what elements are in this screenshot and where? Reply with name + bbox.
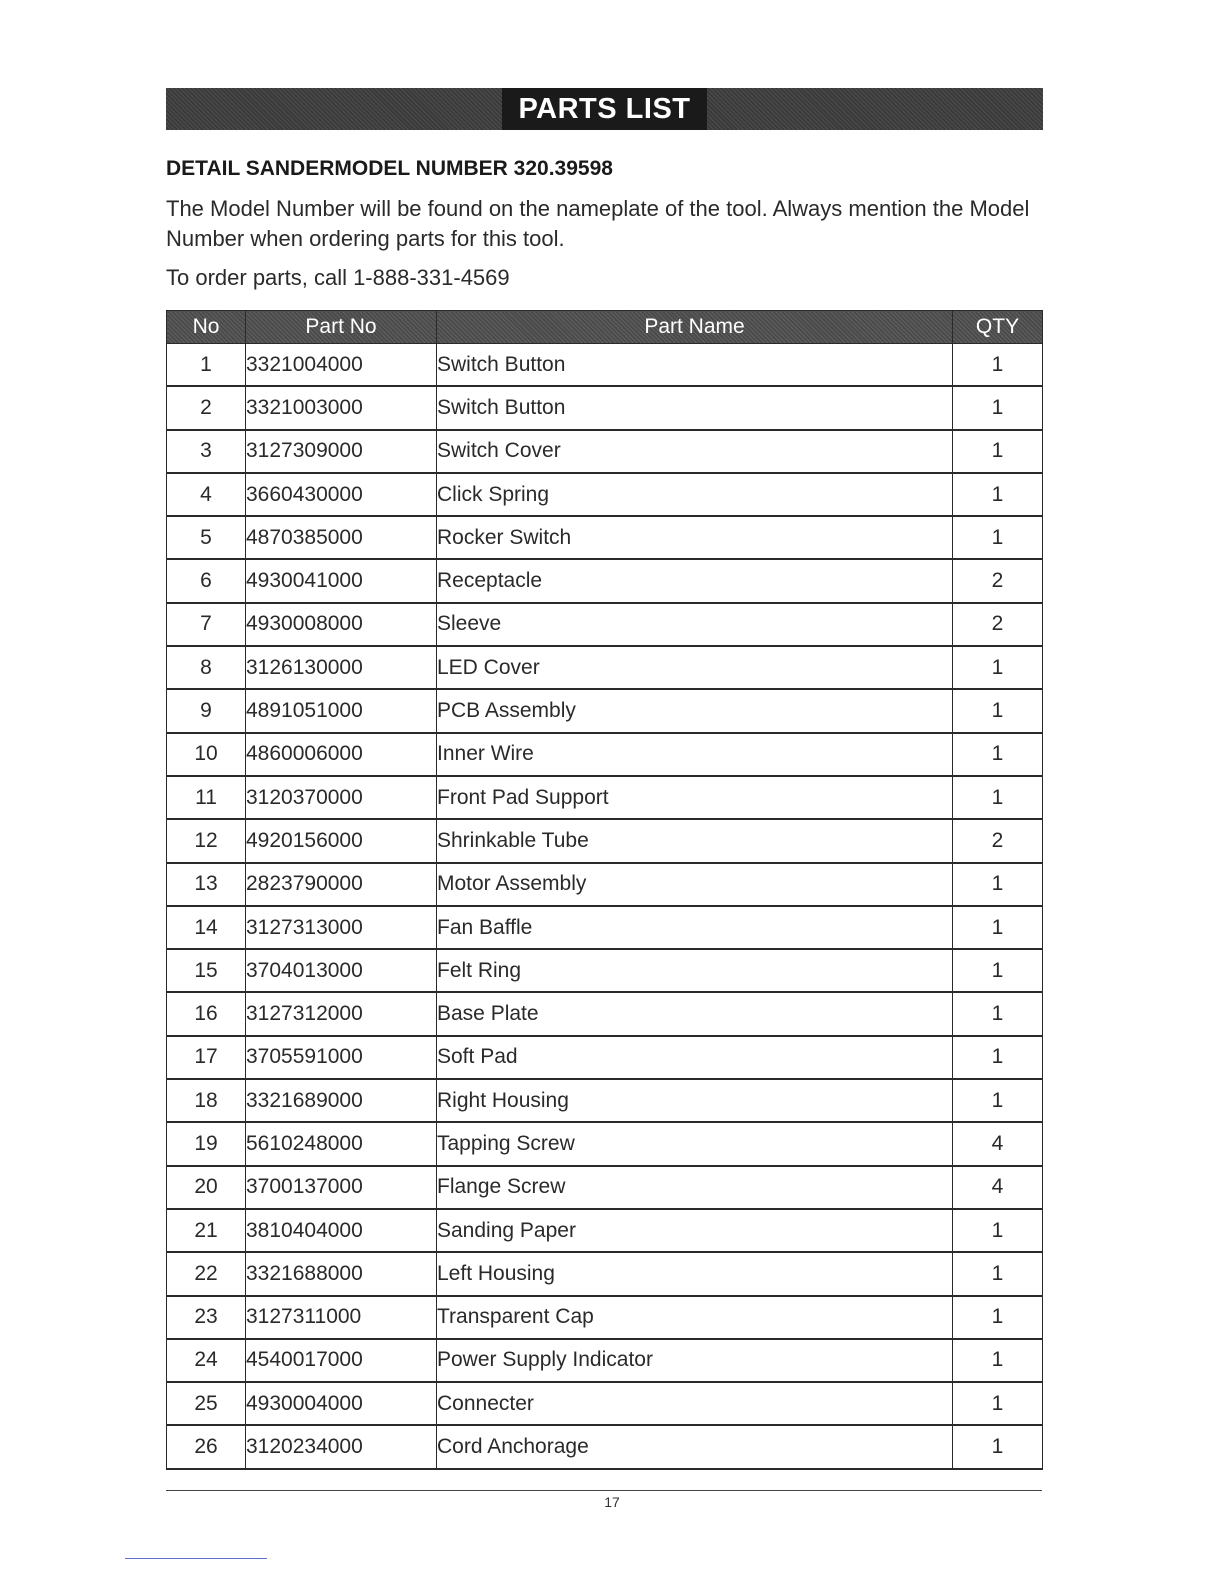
cell-no: 22 — [167, 1252, 246, 1295]
cell-part-name: Left Housing — [437, 1252, 953, 1295]
cell-part-name: Receptacle — [437, 559, 953, 602]
column-header-part-name: Part Name — [437, 311, 953, 344]
order-phone-line: To order parts, call 1-888-331-4569 — [166, 265, 510, 290]
cell-part-no: 3321688000 — [246, 1252, 437, 1295]
cell-qty: 1 — [953, 1036, 1043, 1079]
cell-qty: 4 — [953, 1122, 1043, 1165]
cell-no: 10 — [167, 733, 246, 776]
intro-paragraph: The Model Number will be found on the nameplate of the tool. Always mention the Model Number when ordering parts for this tool. — [166, 196, 1030, 251]
cell-no: 16 — [167, 992, 246, 1035]
cell-part-no: 4930004000 — [246, 1382, 437, 1425]
cell-qty: 1 — [953, 1382, 1043, 1425]
cell-part-name: Switch Button — [437, 386, 953, 429]
cell-part-no: 4920156000 — [246, 819, 437, 862]
column-header-no: No — [167, 311, 246, 344]
cell-no: 23 — [167, 1296, 246, 1339]
cell-qty: 1 — [953, 516, 1043, 559]
cell-part-no: 3120370000 — [246, 776, 437, 819]
cell-no: 15 — [167, 949, 246, 992]
cell-part-no: 3126130000 — [246, 646, 437, 689]
table-row — [167, 1079, 1043, 1122]
model-number-heading: DETAIL SANDERMODEL NUMBER 320.39598 — [166, 157, 613, 180]
cell-no: 24 — [167, 1339, 246, 1382]
cell-part-no: 2823790000 — [246, 863, 437, 906]
cell-qty: 2 — [953, 603, 1043, 646]
cell-qty: 1 — [953, 1339, 1043, 1382]
cell-no: 14 — [167, 906, 246, 949]
cell-part-name: Front Pad Support — [437, 776, 953, 819]
cell-part-no: 3127313000 — [246, 906, 437, 949]
cell-no: 13 — [167, 863, 246, 906]
footer-divider — [166, 1490, 1042, 1491]
cell-part-no: 3660430000 — [246, 473, 437, 516]
table-row — [167, 1252, 1043, 1295]
cell-no: 12 — [167, 819, 246, 862]
cell-part-name: PCB Assembly — [437, 689, 953, 732]
table-row — [167, 386, 1043, 429]
cell-part-no: 4930008000 — [246, 603, 437, 646]
cell-qty: 1 — [953, 1425, 1043, 1468]
cell-no: 6 — [167, 559, 246, 602]
table-row — [167, 906, 1043, 949]
cell-qty: 1 — [953, 473, 1043, 516]
table-row — [167, 863, 1043, 906]
cell-no: 9 — [167, 689, 246, 732]
column-header-part-no: Part No — [246, 311, 437, 344]
table-row — [167, 1122, 1043, 1165]
cell-part-name: LED Cover — [437, 646, 953, 689]
table-row — [167, 733, 1043, 776]
column-header-qty: QTY — [953, 311, 1043, 344]
table-row — [167, 603, 1043, 646]
cell-qty: 1 — [953, 733, 1043, 776]
cell-part-name: Sleeve — [437, 603, 953, 646]
cell-part-no: 3810404000 — [246, 1209, 437, 1252]
cell-part-no: 3127309000 — [246, 430, 437, 473]
cell-qty: 1 — [953, 689, 1043, 732]
cell-no: 1 — [167, 344, 246, 387]
page-number: 17 — [604, 1494, 620, 1510]
cell-part-name: Flange Screw — [437, 1166, 953, 1209]
table-row — [167, 1382, 1043, 1425]
cell-part-name: Base Plate — [437, 992, 953, 1035]
cell-part-name: Soft Pad — [437, 1036, 953, 1079]
cell-part-name: Shrinkable Tube — [437, 819, 953, 862]
cell-qty: 1 — [953, 1252, 1043, 1295]
cell-no: 26 — [167, 1425, 246, 1468]
table-row — [167, 1296, 1043, 1339]
cell-part-no: 4870385000 — [246, 516, 437, 559]
cell-no: 18 — [167, 1079, 246, 1122]
cell-part-no: 3321689000 — [246, 1079, 437, 1122]
cell-qty: 2 — [953, 819, 1043, 862]
table-row — [167, 1209, 1043, 1252]
table-row — [167, 646, 1043, 689]
cell-part-no: 4891051000 — [246, 689, 437, 732]
cell-part-name: Sanding Paper — [437, 1209, 953, 1252]
table-row — [167, 1339, 1043, 1382]
table-row — [167, 819, 1043, 862]
table-row — [167, 689, 1043, 732]
cell-qty: 2 — [953, 559, 1043, 602]
cell-part-name: Right Housing — [437, 1079, 953, 1122]
table-row — [167, 516, 1043, 559]
cell-part-no: 3127311000 — [246, 1296, 437, 1339]
cell-part-name: Tapping Screw — [437, 1122, 953, 1165]
cell-qty: 1 — [953, 776, 1043, 819]
table-body — [167, 344, 1043, 1469]
cell-part-no: 3704013000 — [246, 949, 437, 992]
parts-table — [166, 310, 1043, 1470]
table-row — [167, 1036, 1043, 1079]
table-row — [167, 949, 1043, 992]
cell-part-no: 4930041000 — [246, 559, 437, 602]
cell-no: 5 — [167, 516, 246, 559]
cell-qty: 1 — [953, 386, 1043, 429]
cell-qty: 1 — [953, 863, 1043, 906]
cell-qty: 4 — [953, 1166, 1043, 1209]
table-row — [167, 473, 1043, 516]
cell-part-name: Click Spring — [437, 473, 953, 516]
cell-no: 4 — [167, 473, 246, 516]
table-row — [167, 776, 1043, 819]
parts-list-banner — [166, 88, 1043, 130]
cell-qty: 1 — [953, 430, 1043, 473]
table-row — [167, 430, 1043, 473]
cell-no: 25 — [167, 1382, 246, 1425]
cell-part-name: Cord Anchorage — [437, 1425, 953, 1468]
bottom-edge-line — [125, 1558, 267, 1559]
cell-part-no: 3120234000 — [246, 1425, 437, 1468]
cell-part-name: Fan Baffle — [437, 906, 953, 949]
cell-part-name: Switch Cover — [437, 430, 953, 473]
cell-part-no: 5610248000 — [246, 1122, 437, 1165]
cell-qty: 1 — [953, 344, 1043, 387]
cell-part-name: Power Supply Indicator — [437, 1339, 953, 1382]
cell-part-name: Connecter — [437, 1382, 953, 1425]
cell-part-name: Rocker Switch — [437, 516, 953, 559]
cell-part-no: 3321004000 — [246, 344, 437, 387]
cell-part-name: Switch Button — [437, 344, 953, 387]
table-row — [167, 1425, 1043, 1468]
cell-qty: 1 — [953, 1296, 1043, 1339]
cell-qty: 1 — [953, 949, 1043, 992]
cell-part-name: Transparent Cap — [437, 1296, 953, 1339]
cell-no: 21 — [167, 1209, 246, 1252]
cell-part-no: 4540017000 — [246, 1339, 437, 1382]
cell-qty: 1 — [953, 906, 1043, 949]
cell-qty: 1 — [953, 1209, 1043, 1252]
cell-no: 7 — [167, 603, 246, 646]
table-row — [167, 1166, 1043, 1209]
table-row — [167, 992, 1043, 1035]
table-row — [167, 559, 1043, 602]
cell-no: 8 — [167, 646, 246, 689]
cell-no: 2 — [167, 386, 246, 429]
cell-part-name: Felt Ring — [437, 949, 953, 992]
cell-no: 3 — [167, 430, 246, 473]
cell-no: 19 — [167, 1122, 246, 1165]
banner-title: PARTS LIST — [502, 88, 706, 130]
cell-no: 17 — [167, 1036, 246, 1079]
cell-qty: 1 — [953, 646, 1043, 689]
cell-part-no: 3705591000 — [246, 1036, 437, 1079]
cell-part-no: 3127312000 — [246, 992, 437, 1035]
cell-qty: 1 — [953, 1079, 1043, 1122]
cell-part-no: 4860006000 — [246, 733, 437, 776]
table-row — [167, 344, 1043, 387]
cell-part-name: Inner Wire — [437, 733, 953, 776]
cell-no: 20 — [167, 1166, 246, 1209]
table-header-row — [167, 311, 1043, 344]
cell-part-name: Motor Assembly — [437, 863, 953, 906]
cell-part-no: 3321003000 — [246, 386, 437, 429]
cell-qty: 1 — [953, 992, 1043, 1035]
cell-no: 11 — [167, 776, 246, 819]
cell-part-no: 3700137000 — [246, 1166, 437, 1209]
